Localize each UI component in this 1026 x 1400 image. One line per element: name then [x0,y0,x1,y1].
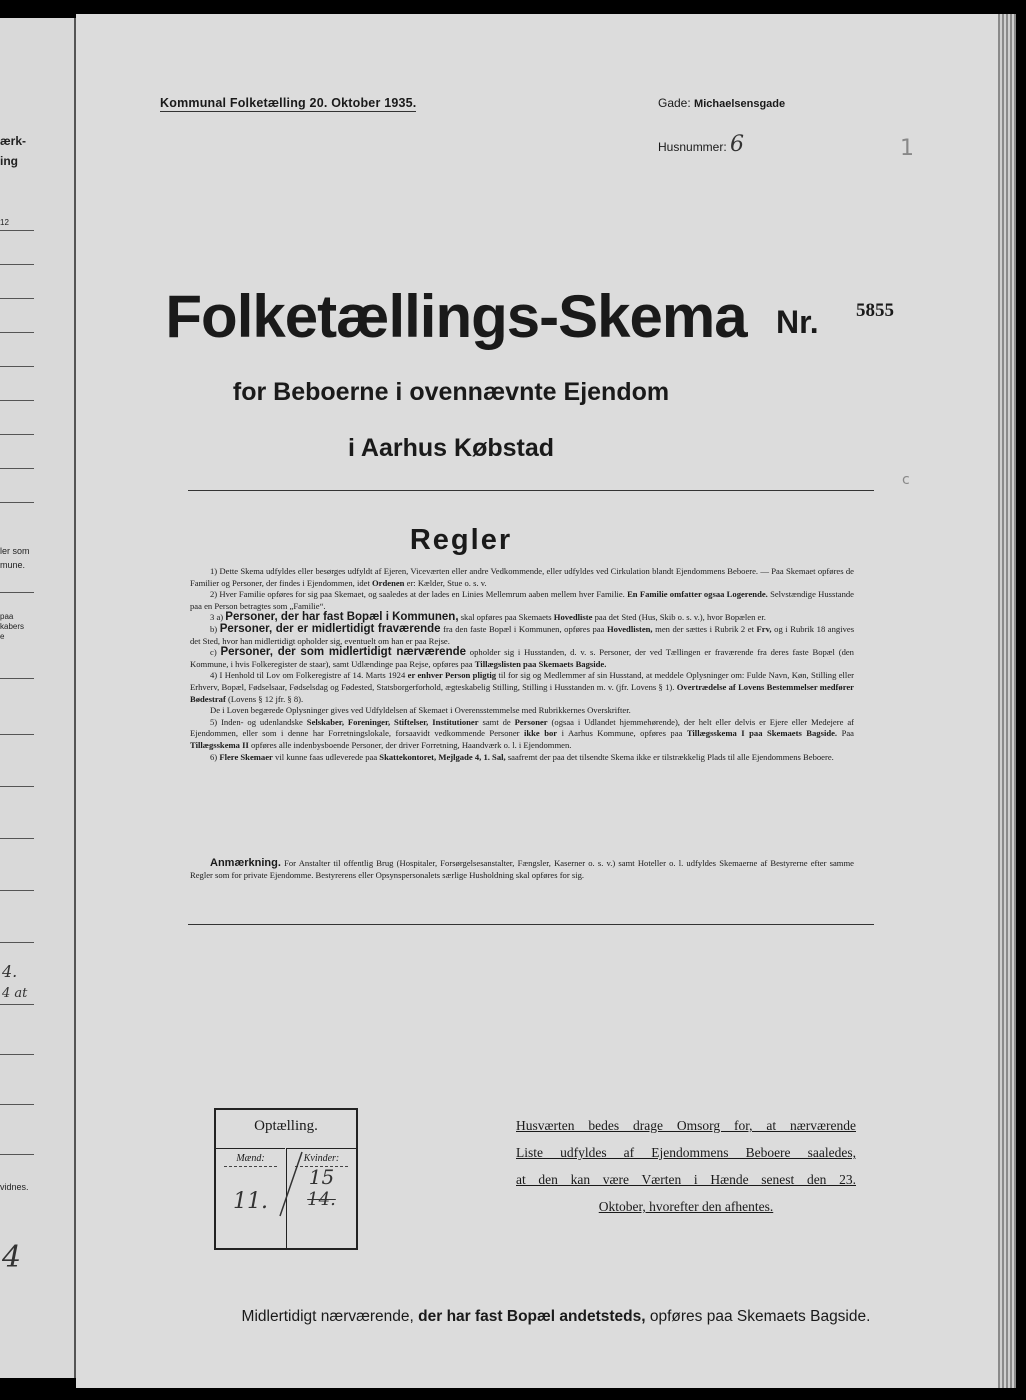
left-handwriting: 4. [2,962,18,981]
street-value: Michaelsensgade [694,98,786,110]
left-fragment: vidnes. [0,1182,29,1192]
page-edges [998,14,1016,1388]
rules-heading: Regler [409,524,513,556]
count-box [214,1108,358,1250]
street-label: Gade: [658,96,691,110]
left-fragment: ing [0,154,18,168]
house-number-row [658,132,744,157]
host-notice [516,1112,856,1220]
title-nr-label: Nr. [776,304,819,340]
remark-note [190,858,854,881]
side-mark: c [902,472,910,488]
subtitle: for Beboerne i ovennævnte Ejendom [232,378,670,406]
left-facing-page [0,18,76,1378]
left-fragment: ærk- [0,134,27,148]
remark-label: Anmærkning. [210,857,281,869]
count-title: Optælling. [254,1118,318,1134]
left-fragment: kabers [0,622,25,631]
rule-2: 2) Hver Familie opføres for sig paa Skemaet, og saaledes at der lades en Linies Mellemrum aaben mellem hver Familie. En Familie omfatter ogsaa Logerende. Selvstændige Husstande paa en Person betragtes som „Familie“. [190,589,854,611]
left-fragment: mune. [0,560,26,570]
rule-3b: b) Personer, der er midlertidigt fraværende fra den faste Bopæl i Kommunen, opføres paa Hovedlisten, men der sættes i Rubrik 2 et Frv, og i Rubrik 18 angives det Sted, hvor han midlertidigt opholder sig, eventuelt om han er paa Rejse. [190,622,855,646]
corner-mark: 1 [900,136,914,161]
host-notice-line: Oktober, hvorefter den afhentes. [598,1199,774,1214]
left-fragment: e [0,632,5,641]
subtitle-city: i Aarhus Købstad [347,434,555,462]
footer-note: Midlertidigt nærværende, der har fast Bopæl andetsteds, opføres paa Skemaets Bagside. [241,1308,871,1325]
host-notice-line: Liste udfyldes af Ejendommens Beboere saaledes, [516,1145,856,1160]
rule-3c: c) Personer, der som midlertidigt nærværende opholder sig i Husstanden, d. v. s. Personer, der ved Tællingen er fraværende fra deres faste Bopæl (den Kommune, i hvis Folkeregister de staar), samt Udlændinge paa Rejse, opføres paa Tillægslisten paa Skemaets Bagside. [190,646,854,669]
rule-6: 6) Flere Skemaer vil kunne faas udleverede paa Skattekontoret, Mejlgade 4, 1. Sal, saafremt der paa det tilsendte Skema ikke er tilstrækkelig Plads til alle Ejendommens Beboere. [210,751,834,762]
left-fragment: 12 [0,218,9,227]
women-struck-value: 14. [307,1189,336,1210]
men-label: Mænd: [236,1153,265,1164]
left-fragment: ler som [0,546,30,556]
left-handwriting: 4 [2,1240,22,1275]
left-fragment: paa [0,612,14,621]
women-label: Kvinder: [303,1153,340,1164]
rule-5: 5) Inden- og udenlandske Selskaber, Foreninger, Stiftelser, Institutioner samt de Personer (ogsaa i Udlandet hjemmehørende), der helt eller delvis er Ejere eller Medejere af Ejendommen, eller som i denne har Forretningslokale, forsaavidt vedkommende Personer ikke bor i Aarhus Kommune, opføres paa Tillægsskema I paa Skemaets Bagside. Paa Tillægsskema II opføres alle indenbysboende Personer, der driver Forretning, Haandværk o. l. i Ejendommen. [190,716,855,750]
census-title: Kommunal Folketælling 20. Oktober 1935. [160,96,417,110]
street-row [658,96,785,110]
host-notice-line: at den kan være Værten i Hænde senest den 23. [516,1172,856,1187]
women-value: 15 [308,1165,335,1189]
main-title: Folketællings-Skema [165,283,747,350]
house-number-label: Husnummer: [658,140,727,154]
rule-1: 1) Dette Skema udfyldes eller besørges udfyldt af Ejeren, Viceværten eller andre Vedkommende, eller udfyldes ved Cirkulation blandt Ejendommens Beboere. — Paa Skemaet opføres de Familier og Personer, der findes i Ejendommen, idet Ordenen er: Kælder, Stue o. s. v. [190,566,854,588]
rule-4: 4) I Henhold til Lov om Folkeregistre af 14. Marts 1924 er enhver Person pligtig til for sig og Medlemmer af sin Husstand, at meddele Oplysninger om: Fulde Navn, Køn, Stilling eller Erhverv, Bopæl, Fødselsaar, Fødselsdag og Fødested, Statsborgerforhold, ægteskabelig Stilling, Stilling i Husstanden m. v. (jfr. Lovens § 1). Overtrædelse af Lovens Bestemmelser medfører Bødestraf (Lovens § 12 jfr. § 8). [190,670,854,704]
form-number: 5855 [856,300,894,321]
remark-text: For Anstalter til offentlig Brug (Hospitaler, Forsørgelsesanstalter, Fængsler, Kaserner o. s. v.) samt Hoteller o. l. udfyldes Skemaerne af Bestyrerne efter samme Regler som for private Ejendomme. Bestyrerens eller Opsynspersonalets særlige Husholdning skal opføres for sig. [190,858,854,880]
divider-bottom [188,924,874,925]
rules-text [190,566,854,763]
host-notice-line: Husværten bedes drage Omsorg for, at nærværende [516,1118,856,1133]
house-number-value: 6 [730,132,745,157]
divider-top [188,490,874,491]
left-handwriting: 4 at [2,986,28,1001]
rule-3a: 3 a) Personer, der har fast Bopæl i Kommunen, skal opføres paa Skemaets Hovedliste paa det Sted (Hus, Skib o. s. v.), hvor Bopælen er. [210,611,766,624]
men-value: 11. [233,1189,268,1214]
tally-stroke [276,1150,306,1220]
men-column [216,1148,285,1249]
rule-4-extra: De i Loven begærede Oplysninger gives ved Udfyldelsen af Skemaet i Overensstemmelse med Rubrikkernes Overskrifter. [210,705,631,716]
census-form-page [76,14,998,1388]
